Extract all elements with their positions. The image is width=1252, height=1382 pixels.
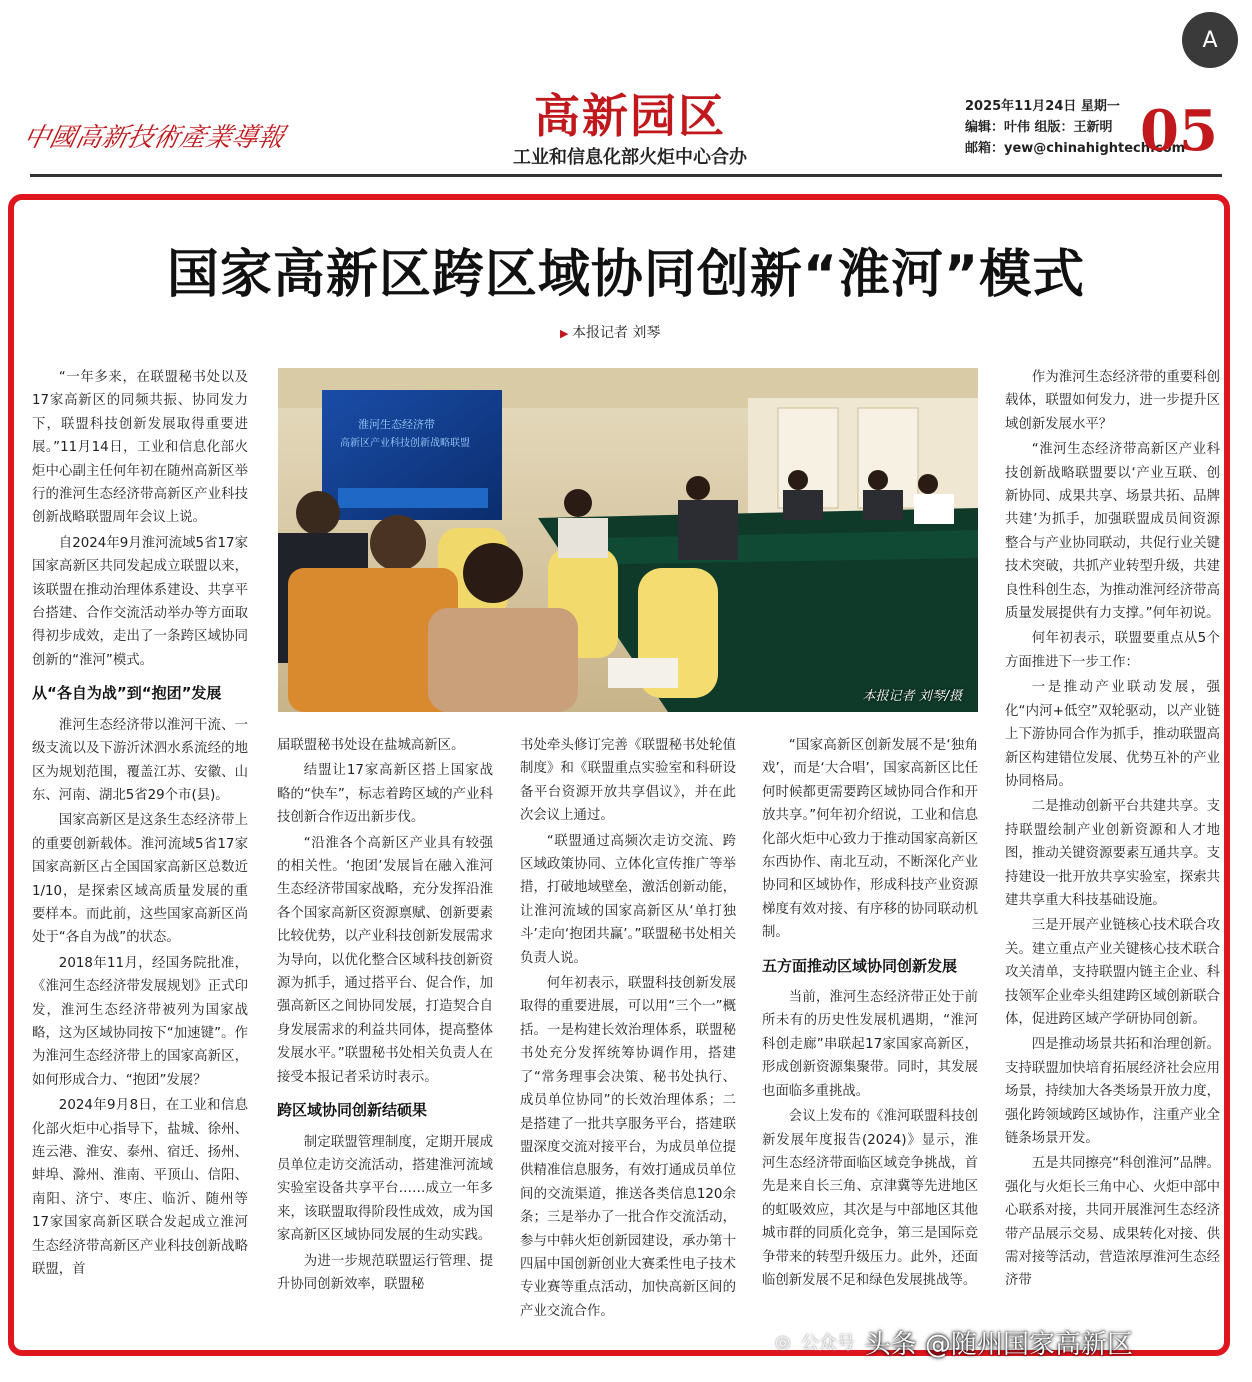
paragraph: 何年初表示，联盟要重点从5个方面推进下一步工作： <box>1005 631 1220 670</box>
editor-line: 编辑：叶伟 组版：王新明 <box>965 120 1113 135</box>
paragraph: 淮河生态经济带以淮河干流、一级支流以及下游沂沭泗水系流经的地区为规划范围，覆盖江苏、安徽、山东、河南、湖北5省29个市(县)。 <box>32 717 248 803</box>
paragraph: 五是共同擦亮“科创淮河”品牌。强化与火炬长三角中心、火炬中部中心联系对接，共同开展淮河生态经济带产品展示交易、成果转化对接、供需对接等活动，营造浓厚淮河生态经济带 <box>1005 1156 1220 1289</box>
watermark-overlay <box>775 1322 1235 1362</box>
photo-credit: 本报记者 刘琴/摄 <box>862 689 962 704</box>
svg-text:淮河生态经济带: 淮河生态经济带 <box>358 418 435 431</box>
paragraph: 2018年11月，经国务院批准，《淮河生态经济带发展规划》正式印发，淮河生态经济带被列为国家战略，这为区域协同按下“加速键”。作为淮河生态经济带上的国家高新区，如何形成合力、“抱团”发展？ <box>32 955 248 1088</box>
paragraph: 制定联盟管理制度，定期开展成员单位走访交流活动，搭建淮河流域实验室设备共享平台……成立一年多来，该联盟取得阶段性成效，成为国家高新区区域协同发展的生动实践。 <box>277 1134 493 1244</box>
paragraph: 何年初表示，联盟科技创新发展取得的重要进展，可以用“三个一”概括。一是构建长效治理体系，联盟秘书处充分发挥统筹协调作用，搭建了“常务理事会决策、秘书处执行、成员单位协同”的长效治理体系；二是搭建了一批共享服务平台，搭建联盟深度交流对接平台，为成员单位提供精准信息服务，有效打通成员单位间的交流渠道，推送各类信息120余条；三是举办了一批合作交流活动，参与中韩火炬创新园建设，承办第十四届中国创新创业大赛柔性电子技术专业赛等重点活动，加快高新区间的产业交流合作。 <box>520 976 736 1319</box>
byline <box>560 322 660 342</box>
article-column-5 <box>1005 366 1220 1295</box>
gongzhonghao-label: 公众号 <box>800 1333 855 1354</box>
paragraph: “淮河生态经济带高新区产业科技创新战略联盟要以‘产业互联、创新协同、成果共享、场景共拓、品牌共建’为抓手，加强联盟成员间资源整合与产业协同联动，共促行业关键技术突破，共抓产业转型升级，共建良性科创生态，为推动淮河经济带高质量发展提供有力支撑。”何年初说。 <box>1005 442 1220 622</box>
paragraph: 作为淮河生态经济带的重要科创载体，联盟如何发力，进一步提升区域创新发展水平？ <box>1005 370 1220 432</box>
paragraph: 届联盟秘书处设在盐城高新区。 <box>277 738 465 753</box>
page-number: 05 <box>1140 98 1218 164</box>
paragraph: 三是开展产业链核心技术联合攻关。建立重点产业关键核心技术联合攻关清单，支持联盟内链主企业、科技领军企业牵头组建跨区域创新联合体，促进跨区域产学研协同创新。 <box>1005 918 1220 1027</box>
byline-triangle-icon: ▶ <box>560 327 572 340</box>
paragraph: “国家高新区创新发展不是‘独角戏’，而是‘大合唱’，国家高新区比任何时候都更需要跨区域协同合作和开放共享。”何年初介绍说，工业和信息化部火炬中心致力于推动国家高新区东西协作、南北互动，不断深化产业协同和区域协作，形成科技产业资源梯度有效对接、有序移的协同联动机制。 <box>762 738 978 941</box>
paragraph: 当前，淮河生态经济带正处于前所未有的历史性发展机遇期，“淮河科创走廊”串联起17家国家高新区，形成创新资源集聚带。同时，其发展也面临多重挑战。 <box>762 990 978 1099</box>
headline: 国家高新区跨区域协同创新“淮河”模式 <box>166 245 1086 305</box>
paragraph: “一年多来，在联盟秘书处以及17家高新区的同频共振、协同发力下，联盟科技创新发展取得重要进展。”11月14日，工业和信息化部火炬中心副主任何年初在随州高新区举行的淮河生态经济带高新区产业科技创新战略联盟周年会议上说。 <box>32 370 248 526</box>
paragraph: 国家高新区是这条生态经济带上的重要创新载体。淮河流域5省17家国家高新区占全国国家高新区总数近1/10，是探索区域高质量发展的重要样本。而此前，这些国家高新区尚处于“各自为战”的状态。 <box>32 813 248 946</box>
paragraph: 2024年9月8日，在工业和信息化部火炬中心指导下，盐城、徐州、连云港、淮安、泰州、宿迁、扬州、蚌埠、滁州、淮南、平顶山、信阳、南阳、济宁、枣庄、临沂、随州等17家国家高新区联合发起成立淮河生态经济带高新区产业科技创新战略联盟，首 <box>32 1098 248 1278</box>
paragraph: 自2024年9月淮河流域5省17家国家高新区共同发起成立联盟以来，该联盟在推动治理体系建设、共享平台搭建、合作交流活动举办等方面取得初步成效，走出了一条跨区域协同创新的“淮河”模式。 <box>32 535 248 668</box>
paragraph: 为进一步规范联盟运行管理、提升协同创新效率，联盟秘 <box>277 1253 493 1292</box>
subheading: 五方面推动区域协同创新发展 <box>762 956 958 975</box>
masthead-logo <box>20 100 287 170</box>
svg-text:高新区产业科技创新战略联盟: 高新区产业科技创新战略联盟 <box>340 438 470 449</box>
meeting-photo <box>278 368 978 712</box>
paragraph: 一是推动产业联动发展，强化“内河+低空”双轮驱动，以产业链上下游协同合作为抓手，推动联盟高新区构建错位发展、优势互补的产业协同格局。 <box>1005 680 1220 789</box>
paragraph: 会议上发布的《淮河联盟科技创新发展年度报告(2024)》显示，淮河生态经济带面临区域竞争挑战，首先是来自长三角、京津冀等先进地区的虹吸效应，其次是与中部地区其他城市群的同质化竞争，第三是国际竞争带来的转型升级压力。此外，还面临创新发展不足和绿色发展挑战等。 <box>762 1109 978 1288</box>
paragraph: 四是推动场景共拓和治理创新。支持联盟加快培育拓展经济社会应用场景，持续加大各类场景开放力度，强化跨领域跨区域协作，注重产业全链条场景开发。 <box>1005 1037 1220 1146</box>
wechat-icon: ◎ <box>775 1331 791 1353</box>
paragraph: 二是推动创新平台共建共享。支持联盟绘制产业创新资源和人才地图，推动关键资源要素互通共享。支持建设一批开放共享实验室，探索共建共享重大科技基础设施。 <box>1005 799 1220 908</box>
paragraph: “沿淮各个高新区产业具有较强的相关性。‘抱团’发展旨在融入淮河生态经济带国家战略，充分发挥沿淮各个国家高新区资源禀赋、创新要素比较优势，以产业科技创新发展需求为导向，以优化整合区域科技创新资源为抓手，通过搭平台、促合作，加强高新区之间协同发展，打造契合自身发展需求的利益共同体，提高整体发展水平。”联盟秘书处相关负责人在接受本报记者采访时表示。 <box>277 835 493 1085</box>
paragraph: 结盟让17家高新区搭上国家战略的“快车”，标志着跨区域的产业科技创新合作迈出新步伐。 <box>277 763 493 826</box>
subheading: 跨区域协同创新结硕果 <box>277 1101 428 1120</box>
date-line: 2025年11月24日 星期一 <box>965 99 1120 114</box>
section-subtitle: 工业和信息化部火炬中心合办 <box>513 147 747 168</box>
byline-text: 本报记者 刘琴 <box>571 325 661 341</box>
watermark-text: 头条 @随州国家高新区 <box>864 1329 1133 1360</box>
article-column-3 <box>520 734 736 1325</box>
translate-icon: A <box>1202 27 1218 53</box>
svg-text:中國高新技術產業導報: 中國高新技術產業導報 <box>20 123 287 153</box>
email-line: 邮箱：yew@chinahightech.com <box>965 141 1186 156</box>
paragraph: 书处牵头修订完善《联盟秘书处轮值制度》和《联盟重点实验室和科研设备平台资源开放共享倡议》，并在此次会议上通过。 <box>520 738 736 824</box>
section-title: 高新园区 <box>534 89 726 143</box>
article-column-2 <box>277 734 493 1298</box>
paragraph: “联盟通过高频次走访交流、跨区域政策协同、立体化宣传推广等举措，打破地域壁垒，激活创新动能，让淮河流域的国家高新区从‘单打独斗’走向‘抱团共赢’。”联盟秘书处相关负责人说。 <box>520 833 736 966</box>
subheading: 从“各自为战”到“抱团”发展 <box>32 684 222 703</box>
article-column-4 <box>762 734 978 1294</box>
article-column-1 <box>32 366 248 1283</box>
translate-button[interactable] <box>1182 12 1238 68</box>
header-divider <box>30 174 1222 177</box>
